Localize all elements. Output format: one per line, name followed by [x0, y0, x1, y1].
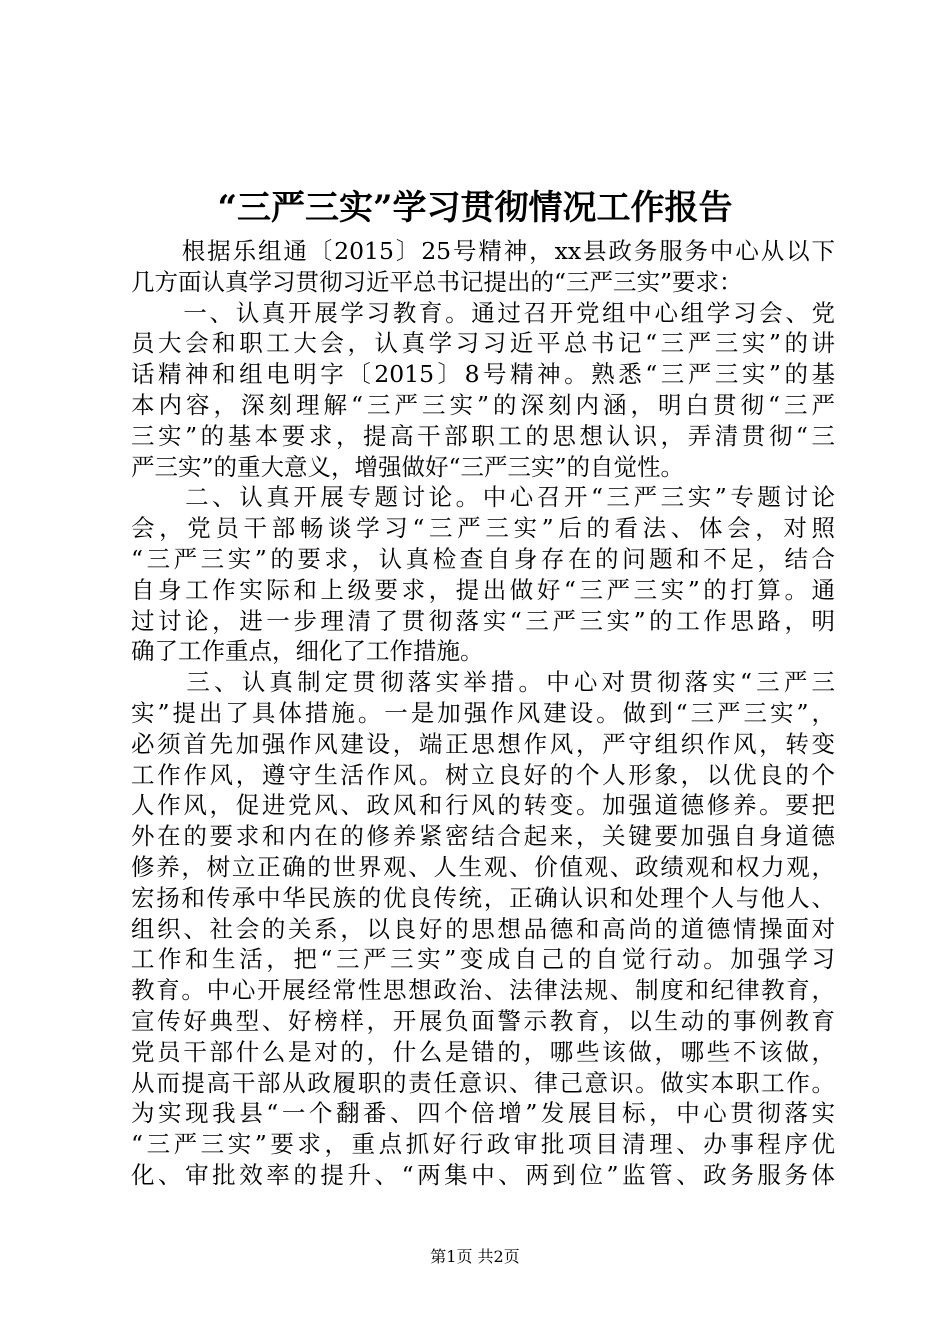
body-line: 工作和生活，把“三严三实”变成自己的自觉行动。加强学习 [131, 945, 835, 974]
body-line: 党员干部什么是对的，什么是错的，哪些该做，哪些不该做， [131, 1037, 835, 1066]
body-line: 工作作风，遵守生活作风。树立良好的个人形象，以优良的个 [131, 760, 835, 789]
body-line: 几方面认真学习贯彻习近平总书记提出的“三严三实”要求： [131, 267, 743, 296]
body-line: 话精神和组电明字〔2015〕8号精神。熟悉“三严三实”的基 [131, 360, 835, 389]
document-title: “三严三实”学习贯彻情况工作报告 [217, 188, 733, 228]
page-number-footer: 第1页 共2页 [430, 1247, 520, 1266]
body-line: 会，党员干部畅谈学习“三严三实”后的看法、体会，对照 [131, 514, 835, 543]
body-line: 确了工作重点，细化了工作措施。 [131, 637, 484, 666]
body-line: 过讨论，进一步理清了贯彻落实“三严三实”的工作思路，明 [131, 606, 835, 635]
body-line: 必须首先加强作风建设，端正思想作风，严守组织作风，转变 [131, 729, 835, 758]
body-line: 员大会和职工大会，认真学习习近平总书记“三严三实”的讲 [131, 329, 835, 358]
body-line: 二、认真开展专题讨论。中心召开“三严三实”专题讨论 [131, 483, 835, 512]
body-line: 从而提高干部从政履职的责任意识、律己意识。做实本职工作。 [131, 1068, 835, 1097]
body-line: 宏扬和传承中华民族的优良传统，正确认识和处理个人与他人、 [131, 883, 835, 912]
body-line: 根据乐组通〔2015〕25号精神，xx县政务服务中心从以下 [131, 237, 835, 265]
body-line: 为实现我县“一个翻番、四个倍增”发展目标，中心贯彻落实 [131, 1099, 835, 1128]
body-line: 三实”的基本要求，提高干部职工的思想认识，弄清贯彻“三 [131, 421, 835, 450]
body-line: 宣传好典型、好榜样，开展负面警示教育，以生动的事例教育 [131, 1006, 835, 1035]
body-line: 修养，树立正确的世界观、人生观、价值观、政绩观和权力观， [131, 852, 835, 881]
body-line: 严三实”的重大意义，增强做好“三严三实”的自觉性。 [131, 452, 685, 481]
body-line: “三严三实”的要求，认真检查自身存在的问题和不足，结合 [131, 544, 835, 573]
body-line: 自身工作实际和上级要求，提出做好“三严三实”的打算。通 [131, 575, 835, 604]
body-line: 实”提出了具体措施。一是加强作风建设。做到“三严三实”， [131, 698, 835, 727]
body-line: 一、认真开展学习教育。通过召开党组中心组学习会、党 [131, 298, 835, 327]
body-line: 外在的要求和内在的修养紧密结合起来，关键要加强自身道德 [131, 822, 835, 851]
document-body [131, 236, 835, 1191]
body-line: 组织、社会的关系，以良好的思想品德和高尚的道德情操面对 [131, 914, 835, 943]
body-line: 教育。中心开展经常性思想政治、法律法规、制度和纪律教育， [131, 976, 835, 1005]
body-line: “三严三实”要求，重点抓好行政审批项目清理、办事程序优 [131, 1130, 835, 1159]
body-line: 本内容，深刻理解“三严三实”的深刻内涵，明白贯彻“三严 [131, 390, 835, 419]
body-line: 三、认真制定贯彻落实举措。中心对贯彻落实“三严三 [131, 668, 835, 697]
body-line: 化、审批效率的提升、“两集中、两到位”监管、政务服务体 [131, 1160, 835, 1189]
body-line: 人作风，促进党风、政风和行风的转变。加强道德修养。要把 [131, 791, 835, 820]
